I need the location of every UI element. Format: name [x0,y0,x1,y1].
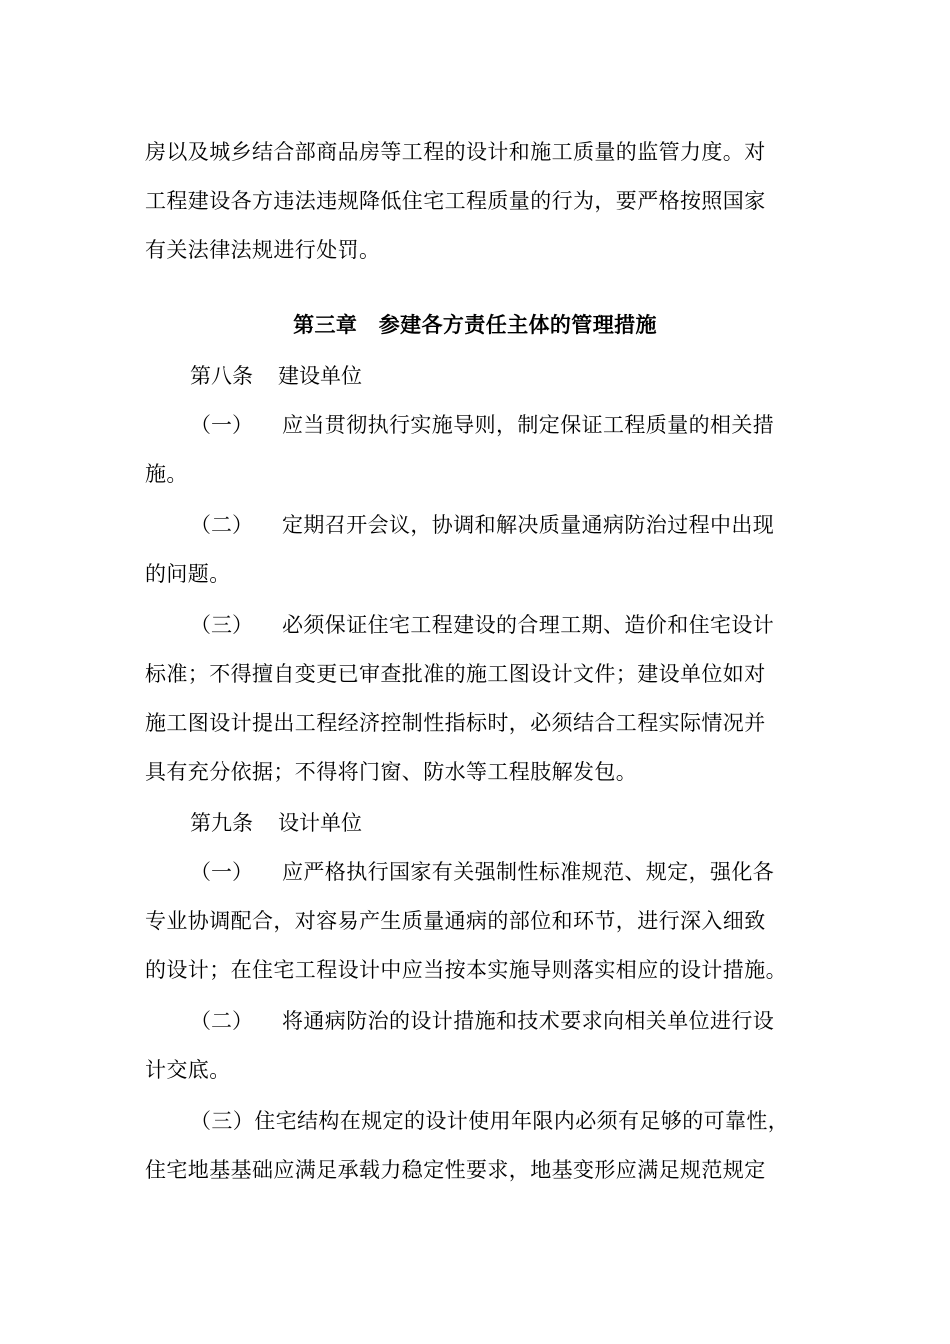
article-9-item-1-line-3: 的设计；在住宅工程设计中应当按本实施导则落实相应的设计措施。 [145,958,787,982]
article-8-item-3-line-2: 标准；不得擅自变更已审查批准的施工图设计文件；建设单位如对 [145,662,766,686]
article-9-item-1-number: （一） [190,860,253,884]
article-9-title: 设计单位 [278,811,362,835]
article-9-item-1-first-line: 应严格执行国家有关强制性标准规范、规定，强化各 [282,860,775,884]
article-9-item-2-number: （二） [190,1009,253,1033]
article-8-item-3-line-3: 施工图设计提出工程经济控制性指标时，必须结合工程实际情况并 [145,711,766,735]
article-8-label: 第八条 [190,364,253,388]
intro-line-1: 房以及城乡结合部商品房等工程的设计和施工质量的监管力度。对 [145,140,766,164]
intro-line-3: 有关法律法规进行处罚。 [145,238,381,262]
article-9-item-2-line: 计交底。 [145,1058,231,1082]
article-9-label: 第九条 [190,811,253,835]
article-9-item-1-line-2: 专业协调配合，对容易产生质量通病的部位和环节，进行深入细致 [145,909,766,933]
article-8-item-2-first-line: 定期召开会议，协调和解决质量通病防治过程中出现 [282,513,775,537]
article-8-item-2-number: （二） [190,513,253,537]
article-8-item-1-number: （一） [190,413,253,437]
intro-line-2: 工程建设各方违法违规降低住宅工程质量的行为，要严格按照国家 [145,189,766,213]
article-9-item-2-first-line: 将通病防治的设计措施和技术要求向相关单位进行设 [282,1009,775,1033]
article-8-item-3-first-line: 必须保证住宅工程建设的合理工期、造价和住宅设计 [282,613,775,637]
chapter-title: 第三章 参建各方责任主体的管理措施 [293,312,657,337]
article-8-item-2-line: 的问题。 [145,562,231,586]
article-8-item-1-first-line: 应当贯彻执行实施导则，制定保证工程质量的相关措 [282,413,775,437]
article-8-item-1-line: 施。 [145,462,188,486]
article-9-item-3-line-2: 住宅地基基础应满足承载力稳定性要求，地基变形应满足规范规定 [145,1158,766,1182]
article-9-item-3-first-line: （三）住宅结构在规定的设计使用年限内必须有足够的可靠性， [190,1109,790,1133]
article-8-title: 建设单位 [278,364,362,388]
article-8-item-3-number: （三） [190,613,253,637]
article-8-item-3-line-4: 具有充分依据；不得将门窗、防水等工程肢解发包。 [145,760,638,784]
